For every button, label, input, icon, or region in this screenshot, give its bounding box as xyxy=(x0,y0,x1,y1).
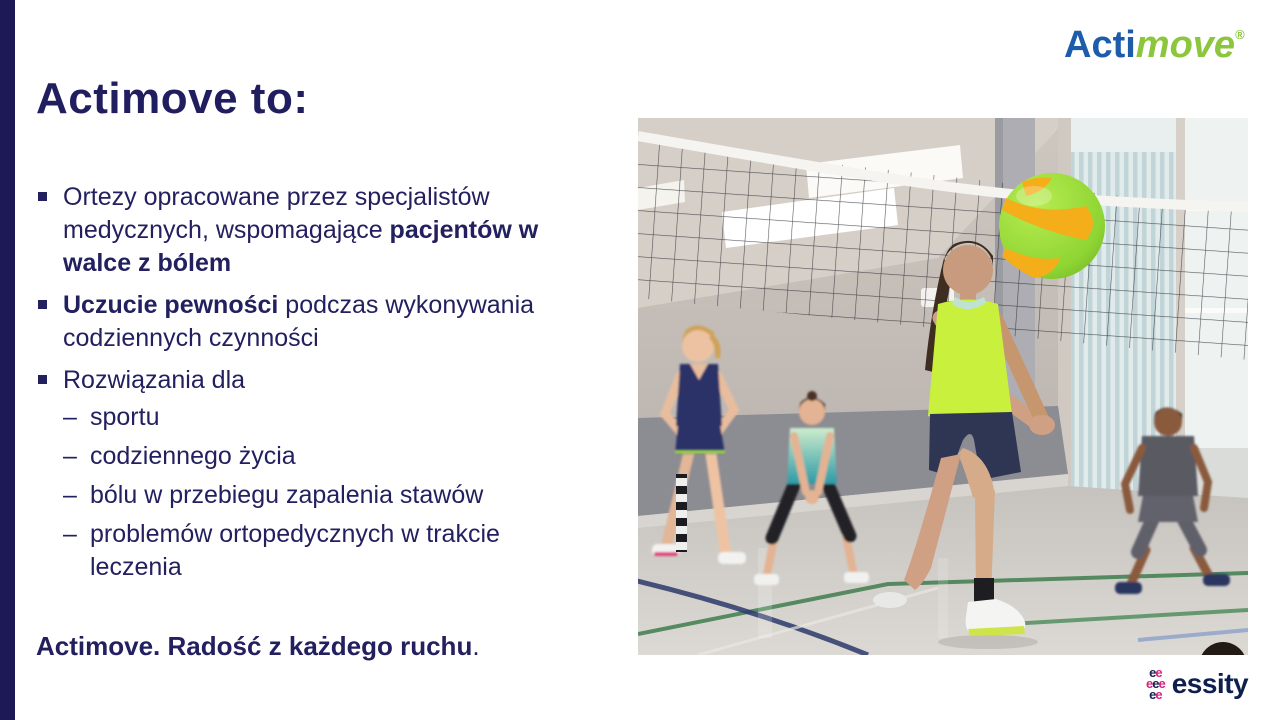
essity-icon-e: e xyxy=(1152,676,1159,691)
essity-icon-e: e xyxy=(1155,687,1162,702)
sub-bullet-4 xyxy=(36,518,584,584)
sub-bullet-2-text: codziennego życia xyxy=(90,442,296,470)
bullet-item-3 xyxy=(36,364,588,397)
volleyball-photo xyxy=(638,118,1248,655)
actimove-logo xyxy=(1064,24,1245,67)
essity-icon-e: e xyxy=(1146,676,1153,691)
tagline-bold: Actimove. Radość z każdego ruchu xyxy=(36,631,473,661)
sub-bullet-3-text: bólu w przebiegu zapalenia stawów xyxy=(90,481,484,509)
sub-bullet-4-text: problemów ortopedycznych w trakcie leczenia xyxy=(90,520,500,581)
essity-icon-e: e xyxy=(1155,665,1162,680)
bullet-1-text: Ortezy opracowane przez specjalistów medycznych, wspomagające xyxy=(63,183,490,244)
actimove-logo-move: move xyxy=(1135,24,1236,66)
page-title: Actimove to: xyxy=(36,74,309,123)
sub-bullet-3 xyxy=(36,479,584,512)
dash-marker: – xyxy=(63,520,77,548)
dash-marker: – xyxy=(63,442,77,470)
left-accent-bar xyxy=(0,0,15,720)
dash-marker: – xyxy=(63,403,77,431)
bullet-1-bold: pacjentów w walce z bólem xyxy=(63,216,539,277)
bullet-2-text: podczas wykonywania codziennych czynności xyxy=(63,291,535,352)
sub-bullet-2 xyxy=(36,440,584,473)
tagline xyxy=(36,631,480,662)
net-post xyxy=(676,474,687,552)
sub-bullet-1 xyxy=(36,401,584,434)
bullet-3-text: Rozwiązania dla xyxy=(63,366,246,394)
essity-wordmark: essity xyxy=(1171,667,1249,699)
bullet-2-bold: Uczucie pewności xyxy=(63,291,279,319)
sub-bullet-1-text: sportu xyxy=(90,403,160,431)
essity-icon-e: e xyxy=(1149,687,1156,702)
essity-logo xyxy=(1146,667,1248,700)
actimove-logo-acti: Acti xyxy=(1064,24,1136,66)
dash-marker: – xyxy=(63,481,77,509)
bullet-list xyxy=(36,181,588,590)
essity-icon-e: e xyxy=(1149,665,1156,680)
essity-icon-row xyxy=(1146,689,1165,700)
tagline-period: . xyxy=(472,631,480,661)
essity-icon-e: e xyxy=(1158,676,1165,691)
registered-mark: ® xyxy=(1235,27,1245,42)
essity-leaf-icon xyxy=(1146,667,1165,700)
volleyball-ball xyxy=(999,173,1105,279)
bullet-item-2 xyxy=(36,289,588,355)
bullet-item-1 xyxy=(36,181,588,280)
